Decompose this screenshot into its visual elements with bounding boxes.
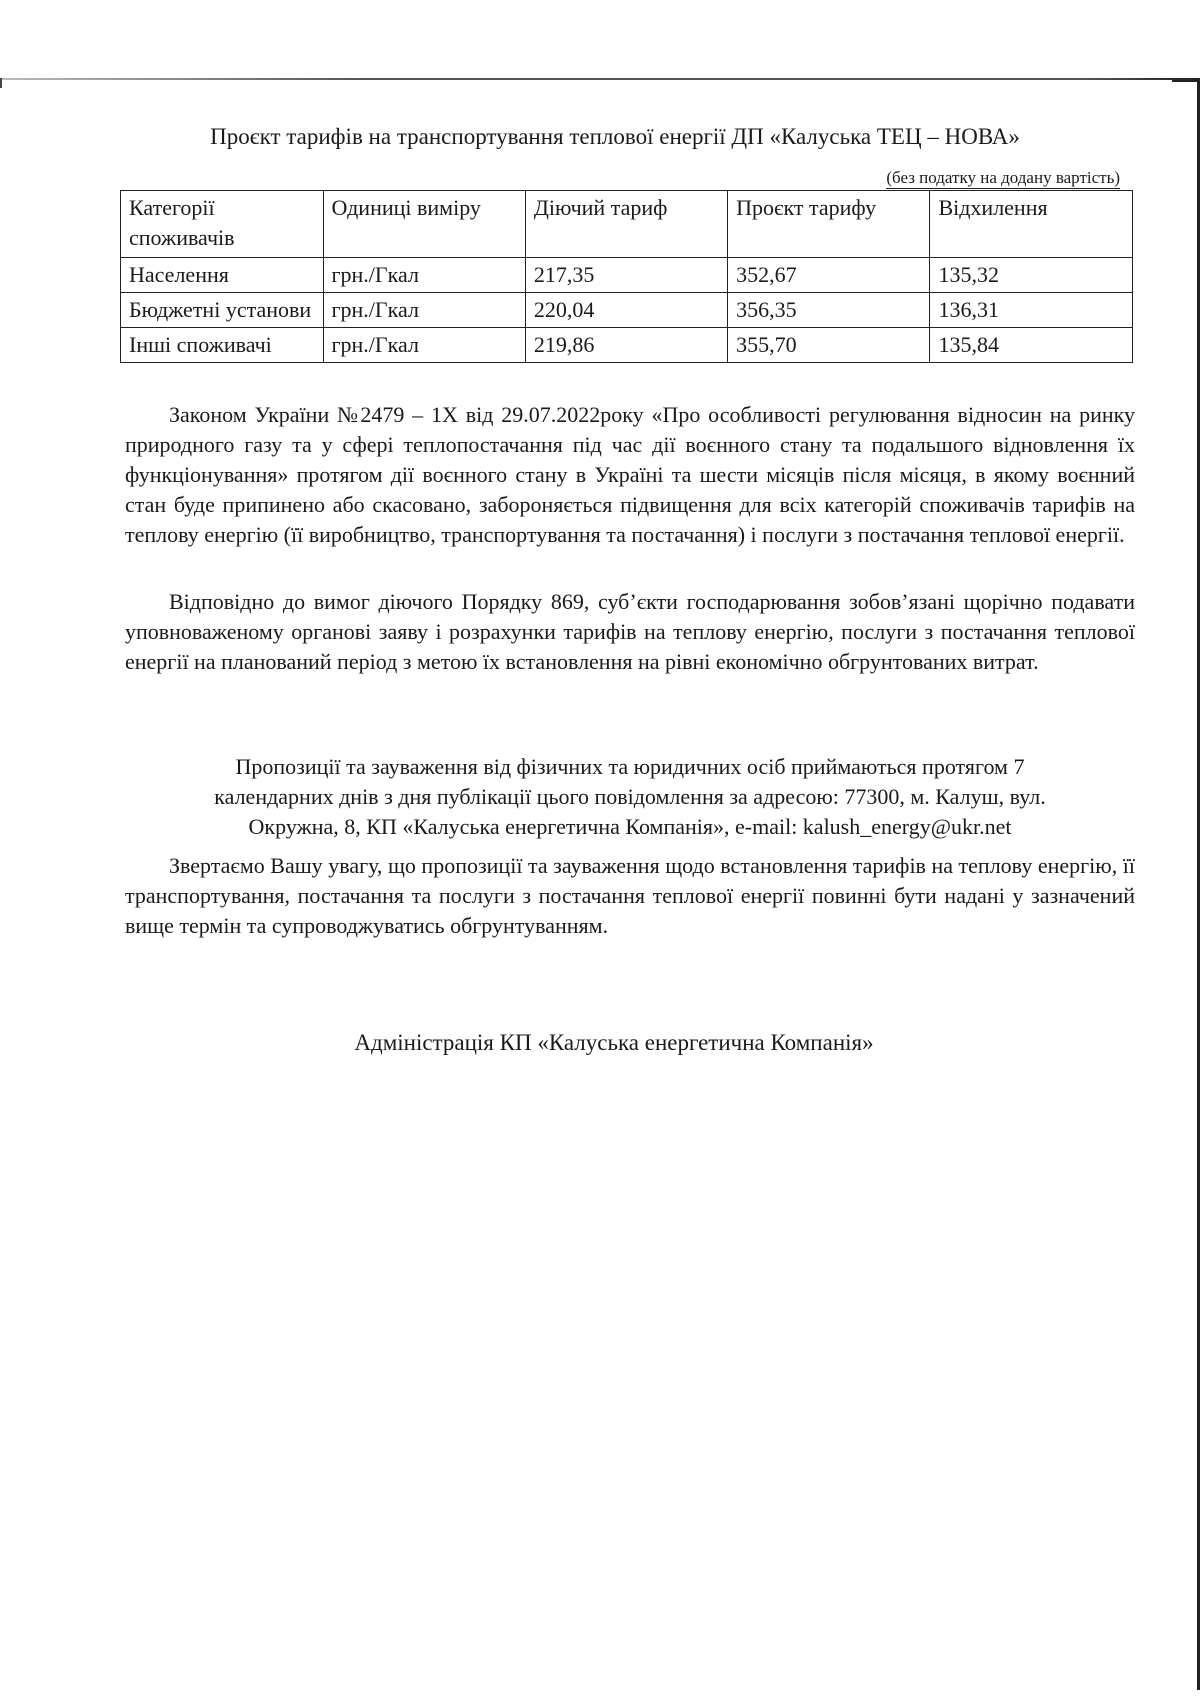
- table-cell: грн./Гкал: [323, 258, 525, 293]
- table-cell: 352,67: [728, 258, 930, 293]
- table-row: [121, 258, 1133, 293]
- scan-corner-mark: [1172, 80, 1200, 82]
- scan-top-edge: [0, 78, 1200, 80]
- tariff-table: [120, 190, 1133, 363]
- header-cell: Категорії споживачів: [121, 191, 324, 258]
- table-header-row: [121, 191, 1133, 258]
- proposal-line: Пропозиції та зауваження від фізичних та юридичних осіб приймаються протягом 7: [235, 754, 1025, 779]
- header-cell: Діючий тариф: [525, 191, 727, 258]
- proposal-line: Окружна, 8, КП «Калуська енергетична Компанія», e-mail: kalush_energy@ukr.net: [248, 814, 1012, 839]
- table-cell: грн./Гкал: [323, 328, 525, 363]
- table-row: [121, 293, 1133, 328]
- table-row: [121, 328, 1133, 363]
- table-cell: 356,35: [728, 293, 930, 328]
- scan-left-mark: [0, 78, 2, 88]
- table-cell: 219,86: [525, 328, 727, 363]
- law-paragraph: Законом України №2479 – 1Х від 29.07.2022року «Про особливості регулювання відносин на ринку природного газу та у сфері теплопостачання під час дії воєнного стану та подальшого відновлення їх функціонування» протягом дії воєнного стану в Україні та шести місяців після місяця, в якому воєнний стан буде припинено або скасовано, забороняється підвищення для всіх категорій споживачів тарифів на теплову енергію (її виробництво, транспортування та постачання) і послуги з постачання теплової енергії.: [125, 402, 1135, 547]
- proposal-block: [120, 752, 1140, 842]
- table-cell: 135,32: [930, 258, 1133, 293]
- proposal-line: календарних днів з дня публікації цього повідомлення за адресою: 77300, м. Калуш, вул.: [214, 784, 1046, 809]
- table-cell: 217,35: [525, 258, 727, 293]
- table-cell: 135,84: [930, 328, 1133, 363]
- table-cell: 220,04: [525, 293, 727, 328]
- document-title: Проєкт тарифів на транспортування теплової енергії ДП «Калуська ТЕЦ – НОВА»: [210, 124, 1020, 149]
- signature-line: Адміністрація КП «Калуська енергетична Компанія»: [354, 1030, 874, 1055]
- table-cell: Населення: [121, 258, 324, 293]
- table-cell: грн./Гкал: [323, 293, 525, 328]
- procedure-paragraph: Відповідно до вимог діючого Порядку 869, суб’єкти господарювання зобов’язані щорічно подавати уповноваженому органові заяву і розрахунки тарифів на теплову енергію, послуги з постачання теплової енергії на планований період з метою їх встановлення на рівні економічно обгрунтованих витрат.: [125, 589, 1135, 674]
- attention-paragraph: Звертаємо Вашу увагу, що пропозиції та зауваження щодо встановлення тарифів на теплову енергію, її транспортування, постачання та послуги з постачання теплової енергії повинні бути надані у зазначений вище термін та супроводжуватись обгрунтуванням.: [125, 853, 1135, 938]
- table-cell: 136,31: [930, 293, 1133, 328]
- table-cell: Інші споживачі: [121, 328, 324, 363]
- header-cell: Одиниці виміру: [323, 191, 525, 258]
- table-cell: 355,70: [728, 328, 930, 363]
- header-cell: Відхилення: [930, 191, 1133, 258]
- table-cell: Бюджетні установи: [121, 293, 324, 328]
- vat-note: (без податку на додану вартість): [886, 168, 1120, 187]
- header-cell: Проєкт тарифу: [728, 191, 930, 258]
